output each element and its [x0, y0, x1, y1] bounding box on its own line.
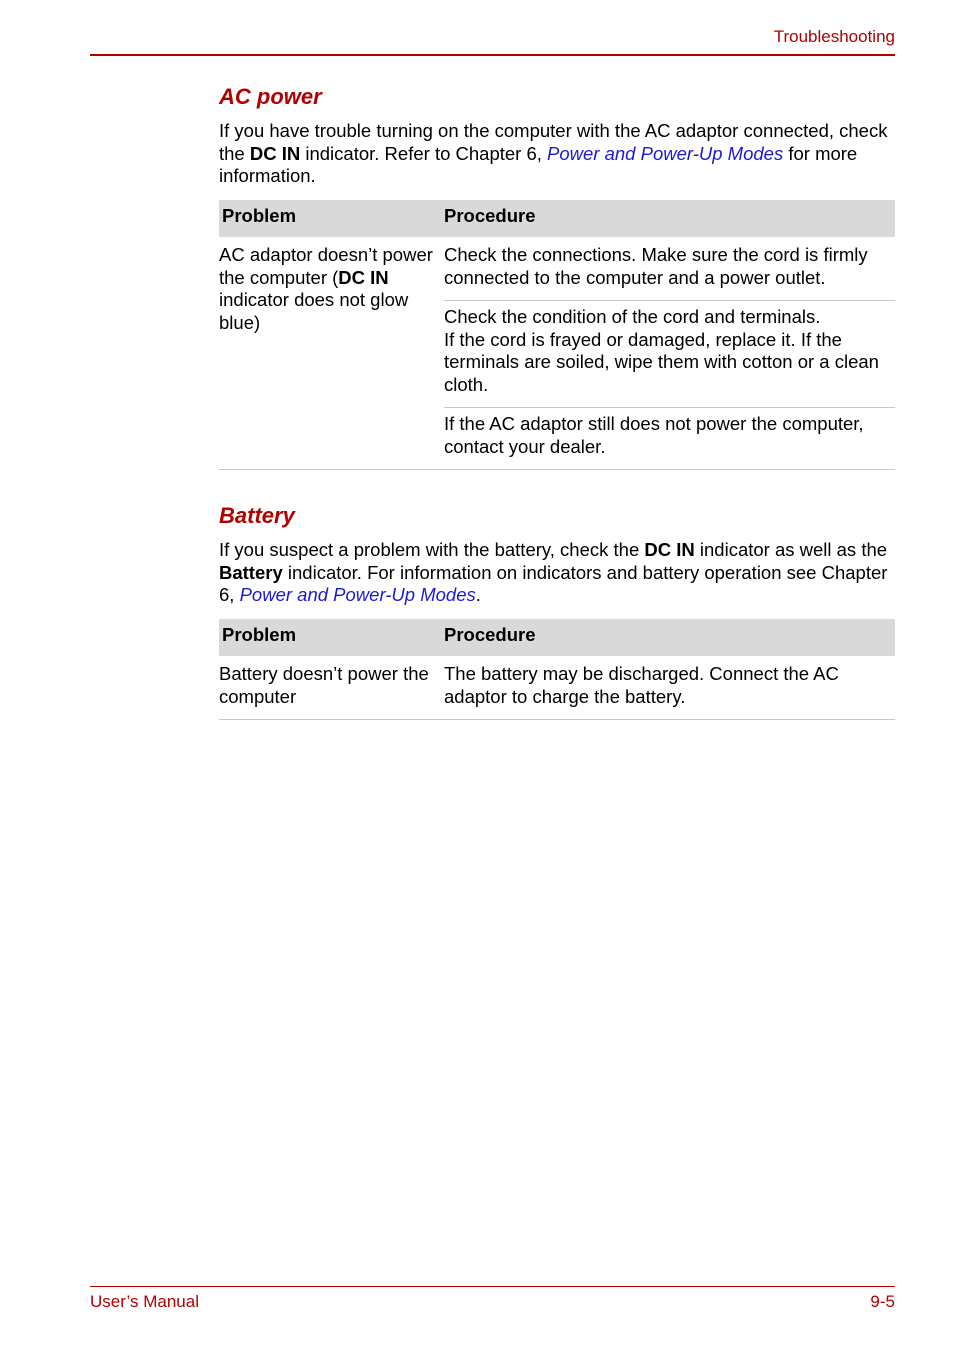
text-run: .: [475, 584, 481, 605]
procedure-cell: [444, 301, 895, 408]
bold-term: DC IN: [644, 539, 695, 560]
text-run: AC adaptor doesn’t power the computer (: [219, 244, 433, 288]
battery-table: [219, 619, 895, 720]
bold-term: Battery: [219, 561, 283, 583]
battery-intro: [219, 539, 895, 607]
ac-power-table: [219, 200, 895, 470]
table-row: [219, 656, 895, 720]
problem-cell: Battery doesn’t power the computer: [219, 656, 444, 720]
procedure-line: Check the condition of the cord and terminals.: [444, 306, 821, 327]
text-run: If you suspect a problem with the battery, check the: [219, 539, 645, 560]
section-heading-battery: Battery: [219, 503, 295, 528]
bold-term: DC IN: [249, 142, 301, 164]
text-run: If you have trouble turning on the computer with the AC adaptor connected, check the: [219, 120, 888, 164]
chapter-link[interactable]: Power and Power-Up Modes: [547, 142, 784, 164]
section-heading-ac-power: AC power: [219, 84, 322, 109]
text-run: for more information.: [219, 142, 858, 186]
page-number: 9-5: [870, 1292, 895, 1311]
text-run: indicator. Refer to Chapter 6,: [300, 142, 548, 164]
ac-power-intro: [219, 120, 895, 188]
procedure-cell: The battery may be discharged. Connect the AC adaptor to charge the battery.: [444, 656, 895, 720]
procedure-line: If the cord is frayed or damaged, replace it. If the terminals are soiled, wipe them with cotton or a clean cloth.: [444, 328, 879, 395]
text-run: indicator does not glow blue): [219, 289, 409, 333]
running-header-title: Troubleshooting: [773, 27, 895, 46]
problem-cell: [219, 237, 444, 470]
bold-term: DC IN: [338, 266, 389, 288]
table-header-row: [219, 619, 895, 656]
column-header-problem: Problem: [219, 619, 444, 656]
table-header-row: [219, 200, 895, 237]
footer-manual-title: User’s Manual: [90, 1292, 199, 1311]
procedure-cell: If the AC adaptor still does not power the computer, contact your dealer.: [444, 408, 895, 470]
column-header-problem: Problem: [219, 200, 444, 237]
header-rule: [90, 54, 895, 56]
table-row: [219, 237, 895, 301]
text-run: indicator. For information on indicators and battery operation see Chapter 6,: [219, 561, 888, 605]
column-header-procedure: Procedure: [444, 619, 895, 656]
column-header-procedure: Procedure: [444, 200, 895, 237]
chapter-link[interactable]: Power and Power-Up Modes: [239, 584, 476, 605]
procedure-cell: Check the connections. Make sure the cord is firmly connected to the computer and a power outlet.: [444, 237, 895, 301]
footer-rule: [90, 1286, 895, 1287]
text-run: indicator as well as the: [694, 539, 888, 560]
